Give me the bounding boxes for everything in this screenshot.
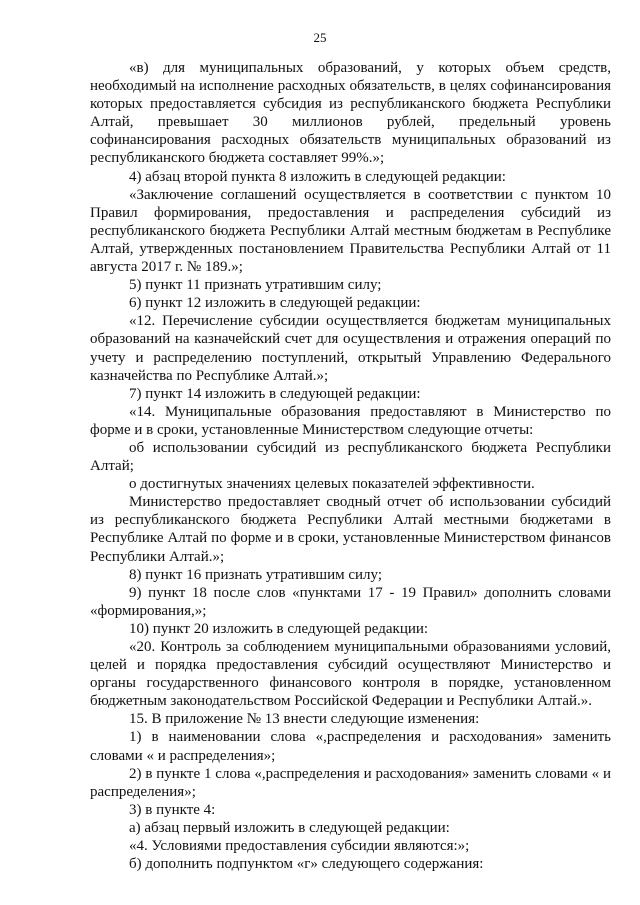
paragraph: 7) пункт 14 изложить в следующей редакции: (129, 385, 421, 402)
paragraph: 3) в пункте 4: (129, 801, 216, 818)
paragraph: 4) абзац второй пункта 8 изложить в следующей редакции: (129, 168, 506, 185)
paragraph: «12. Перечисление субсидии осуществляется бюджетам муниципальных образований на казначейский счет для осуществления и отражения операций по учету и распределению поступлений, открытый Управлению Федерального казначейства по Республике Алтай.»; (90, 313, 611, 384)
paragraph: «в) для муниципальных образований, у которых объем средств, необходимый на исполнение расходных обязательств, в целях софинансирования которых предоставляется субсидия из республиканского бюджета Республики Алтай, превышает 30 миллионов рублей, предельный уровень софинансирования расходных обязательств муниципальных образований из республиканского бюджета составляет 99%.»; (90, 60, 611, 167)
page-number: 25 (313, 30, 327, 45)
paragraph: «4. Условиями предоставления субсидии являются:»; (129, 838, 470, 855)
paragraph: 10) пункт 20 изложить в следующей редакции: (129, 620, 429, 637)
paragraph: 9) пункт 18 после слов «пунктами 17 - 19 Правил» дополнить словами «формирования,»; (90, 584, 611, 619)
paragraph: 6) пункт 12 изложить в следующей редакции: (129, 295, 421, 312)
paragraph: «Заключение соглашений осуществляется в соответствии с пунктом 10 Правил формирования, предоставления и распределения субсидий из республиканского бюджета Республики Алтай местным бюджетам в Республике Алтай, утвержденных постановлением Правительства Республики Алтай от 11 августа 2017 г. № 189.»; (90, 186, 611, 276)
paragraph: 2) в пункте 1 слова «,распределения и расходования» заменить словами « и распределения»; (90, 765, 611, 800)
paragraph: о достигнутых значениях целевых показателей эффективности. (129, 476, 535, 493)
paragraph: 8) пункт 16 признать утратившим силу; (129, 566, 383, 583)
paragraph: «20. Контроль за соблюдением муниципальными образованиями условий, целей и порядка предоставления субсидий осуществляют Министерство и органы государственного финансового контроля в порядке, установленном бюджетным законодательством Российской Федерации и Республики Алтай.». (90, 639, 611, 710)
paragraph: а) абзац первый изложить в следующей редакции: (129, 819, 450, 836)
paragraph: б) дополнить подпунктом «г» следующего содержания: (129, 856, 484, 873)
document-body (90, 59, 611, 873)
paragraph: об использовании субсидий из республиканского бюджета Республики Алтай; (90, 439, 611, 475)
paragraph: «14. Муниципальные образования предоставляют в Министерство по форме и в сроки, установленные Министерством следующие отчеты: (90, 403, 611, 438)
paragraph: Министерство предоставляет сводный отчет об использовании субсидий из республиканского бюджета Республики Алтай местными бюджетами в Республике Алтай по форме и в сроки, установленные Министерством финансов Республики Алтай.»; (90, 494, 611, 565)
paragraph: 5) пункт 11 признать утратившим силу; (129, 277, 382, 294)
paragraph: 15. В приложение № 13 внести следующие изменения: (129, 711, 480, 728)
paragraph: 1) в наименовании слова «,распределения и расходования» заменить словами « и распределения»; (90, 729, 611, 764)
